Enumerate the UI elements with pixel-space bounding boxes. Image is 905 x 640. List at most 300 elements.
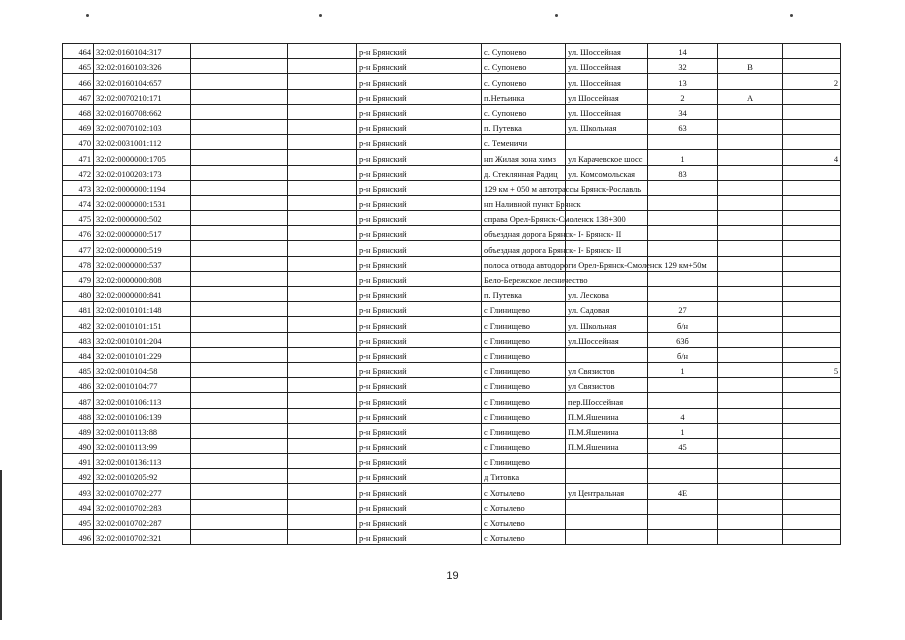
extra-number-cell bbox=[783, 195, 841, 210]
extra-number-cell: 2 bbox=[783, 74, 841, 89]
empty-cell bbox=[191, 89, 288, 104]
table-row bbox=[63, 393, 841, 408]
building-letter-cell bbox=[718, 438, 783, 453]
locality-cell: с Глинищево bbox=[482, 362, 566, 377]
extra-number-cell bbox=[783, 378, 841, 393]
locality-cell: с Глинищево bbox=[482, 332, 566, 347]
district-cell: р-н Брянский bbox=[357, 271, 482, 286]
building-letter-cell bbox=[718, 271, 783, 286]
district-cell: р-н Брянский bbox=[357, 317, 482, 332]
empty-cell bbox=[191, 484, 288, 499]
house-number-cell bbox=[648, 271, 718, 286]
scan-dot bbox=[790, 14, 793, 17]
extra-number-cell bbox=[783, 59, 841, 74]
table-row bbox=[63, 104, 841, 119]
locality-cell: с Хотылево bbox=[482, 514, 566, 529]
empty-cell bbox=[288, 423, 357, 438]
row-number: 496 bbox=[63, 530, 94, 545]
district-cell: р-н Брянский bbox=[357, 362, 482, 377]
empty-cell bbox=[191, 59, 288, 74]
table-row bbox=[63, 454, 841, 469]
street-cell: ул. Школьная bbox=[566, 119, 648, 134]
table-row bbox=[63, 44, 841, 59]
table-row bbox=[63, 423, 841, 438]
empty-cell bbox=[191, 499, 288, 514]
empty-cell bbox=[191, 271, 288, 286]
cadastral-number: 32:02:0010702:277 bbox=[94, 484, 191, 499]
building-letter-cell bbox=[718, 378, 783, 393]
building-letter-cell bbox=[718, 135, 783, 150]
empty-cell bbox=[288, 378, 357, 393]
extra-number-cell bbox=[783, 271, 841, 286]
district-cell: р-н Брянский bbox=[357, 438, 482, 453]
house-number-cell: 4Е bbox=[648, 484, 718, 499]
row-number: 471 bbox=[63, 150, 94, 165]
locality-cell: с Хотылево bbox=[482, 530, 566, 545]
row-number: 469 bbox=[63, 119, 94, 134]
locality-cell: объездная дорога Брянск- I- Брянск- II bbox=[482, 226, 566, 241]
empty-cell bbox=[288, 74, 357, 89]
district-cell: р-н Брянский bbox=[357, 104, 482, 119]
house-number-cell bbox=[648, 211, 718, 226]
scan-dot bbox=[319, 14, 322, 17]
cadastral-number: 32:02:0000000:841 bbox=[94, 287, 191, 302]
empty-cell bbox=[288, 302, 357, 317]
house-number-cell: 32 bbox=[648, 59, 718, 74]
cadastral-number: 32:02:0010101:151 bbox=[94, 317, 191, 332]
extra-number-cell bbox=[783, 256, 841, 271]
cadastral-number: 32:02:0031001:112 bbox=[94, 135, 191, 150]
house-number-cell bbox=[648, 378, 718, 393]
row-number: 490 bbox=[63, 438, 94, 453]
cadastral-number: 32:02:0070102:103 bbox=[94, 119, 191, 134]
building-letter-cell bbox=[718, 332, 783, 347]
street-cell bbox=[566, 469, 648, 484]
row-number: 467 bbox=[63, 89, 94, 104]
cadastral-number: 32:02:0070210:171 bbox=[94, 89, 191, 104]
empty-cell bbox=[191, 393, 288, 408]
extra-number-cell bbox=[783, 135, 841, 150]
empty-cell bbox=[288, 226, 357, 241]
empty-cell bbox=[191, 195, 288, 210]
empty-cell bbox=[288, 317, 357, 332]
district-cell: р-н Брянский bbox=[357, 241, 482, 256]
building-letter-cell bbox=[718, 484, 783, 499]
building-letter-cell bbox=[718, 393, 783, 408]
street-cell bbox=[566, 530, 648, 545]
table-row bbox=[63, 165, 841, 180]
cadastral-number: 32:02:0000000:808 bbox=[94, 271, 191, 286]
district-cell: р-н Брянский bbox=[357, 408, 482, 423]
extra-number-cell bbox=[783, 469, 841, 484]
district-cell: р-н Брянский bbox=[357, 393, 482, 408]
cadastral-number: 32:02:0010104:77 bbox=[94, 378, 191, 393]
extra-number-cell bbox=[783, 165, 841, 180]
empty-cell bbox=[288, 211, 357, 226]
empty-cell bbox=[191, 469, 288, 484]
empty-cell bbox=[191, 423, 288, 438]
table-row bbox=[63, 135, 841, 150]
building-letter-cell bbox=[718, 454, 783, 469]
table-row bbox=[63, 271, 841, 286]
street-cell: ул.Шоссейная bbox=[566, 332, 648, 347]
street-cell: ул. Шоссейная bbox=[566, 74, 648, 89]
cadastral-number: 32:02:0160104:657 bbox=[94, 74, 191, 89]
table-row bbox=[63, 378, 841, 393]
house-number-cell: 45 bbox=[648, 438, 718, 453]
street-cell: ул Связистов bbox=[566, 362, 648, 377]
cadastral-number: 32:02:0000000:502 bbox=[94, 211, 191, 226]
table-row bbox=[63, 287, 841, 302]
empty-cell bbox=[191, 408, 288, 423]
building-letter-cell bbox=[718, 317, 783, 332]
cadastral-number: 32:02:0010702:321 bbox=[94, 530, 191, 545]
empty-cell bbox=[288, 332, 357, 347]
cadastral-number: 32:02:0160708:662 bbox=[94, 104, 191, 119]
empty-cell bbox=[288, 393, 357, 408]
building-letter-cell bbox=[718, 195, 783, 210]
building-letter-cell bbox=[718, 302, 783, 317]
row-number: 495 bbox=[63, 514, 94, 529]
empty-cell bbox=[288, 499, 357, 514]
street-cell: ул. Школьная bbox=[566, 317, 648, 332]
table-row bbox=[63, 499, 841, 514]
cadastral-number: 32:02:0010106:113 bbox=[94, 393, 191, 408]
locality-cell: п. Путевка bbox=[482, 287, 566, 302]
empty-cell bbox=[191, 302, 288, 317]
house-number-cell bbox=[648, 226, 718, 241]
building-letter-cell bbox=[718, 74, 783, 89]
empty-cell bbox=[288, 287, 357, 302]
locality-cell: с Глинищево bbox=[482, 454, 566, 469]
empty-cell bbox=[191, 332, 288, 347]
empty-cell bbox=[191, 180, 288, 195]
empty-cell bbox=[191, 347, 288, 362]
district-cell: р-н Брянский bbox=[357, 211, 482, 226]
cadastral-number: 32:02:0160103:326 bbox=[94, 59, 191, 74]
row-number: 493 bbox=[63, 484, 94, 499]
district-cell: р-н Брянский bbox=[357, 180, 482, 195]
cadastral-number: 32:02:0000000:537 bbox=[94, 256, 191, 271]
row-number: 478 bbox=[63, 256, 94, 271]
empty-cell bbox=[191, 317, 288, 332]
registry-table bbox=[62, 43, 841, 545]
locality-cell: нп Наливной пункт Брянск bbox=[482, 195, 566, 210]
empty-cell bbox=[191, 165, 288, 180]
table-row bbox=[63, 119, 841, 134]
extra-number-cell bbox=[783, 287, 841, 302]
cadastral-number: 32:02:0010101:148 bbox=[94, 302, 191, 317]
row-number: 479 bbox=[63, 271, 94, 286]
building-letter-cell bbox=[718, 44, 783, 59]
empty-cell bbox=[191, 241, 288, 256]
locality-cell: с Глинищево bbox=[482, 438, 566, 453]
district-cell: р-н Брянский bbox=[357, 287, 482, 302]
empty-cell bbox=[288, 454, 357, 469]
row-number: 466 bbox=[63, 74, 94, 89]
row-number: 488 bbox=[63, 408, 94, 423]
scan-dot bbox=[86, 14, 89, 17]
empty-cell bbox=[288, 89, 357, 104]
street-cell bbox=[566, 454, 648, 469]
table-row bbox=[63, 408, 841, 423]
house-number-cell: 63 bbox=[648, 119, 718, 134]
house-number-cell: 34 bbox=[648, 104, 718, 119]
extra-number-cell bbox=[783, 499, 841, 514]
empty-cell bbox=[288, 469, 357, 484]
extra-number-cell bbox=[783, 408, 841, 423]
district-cell: р-н Брянский bbox=[357, 484, 482, 499]
district-cell: р-н Брянский bbox=[357, 150, 482, 165]
building-letter-cell bbox=[718, 287, 783, 302]
table-row bbox=[63, 347, 841, 362]
cadastral-number: 32:02:0000000:1531 bbox=[94, 195, 191, 210]
empty-cell bbox=[191, 211, 288, 226]
page-number: 19 bbox=[446, 570, 459, 582]
street-cell bbox=[566, 499, 648, 514]
row-number: 487 bbox=[63, 393, 94, 408]
row-number: 484 bbox=[63, 347, 94, 362]
building-letter-cell: В bbox=[718, 59, 783, 74]
street-cell: ул Шоссейная bbox=[566, 89, 648, 104]
street-cell: ул Связистов bbox=[566, 378, 648, 393]
street-cell: ул. Шоссейная bbox=[566, 104, 648, 119]
cadastral-number: 32:02:0160104:317 bbox=[94, 44, 191, 59]
house-number-cell bbox=[648, 514, 718, 529]
house-number-cell bbox=[648, 469, 718, 484]
table-row bbox=[63, 302, 841, 317]
locality-cell: с. Супонево bbox=[482, 74, 566, 89]
locality-cell: с Глинищево bbox=[482, 317, 566, 332]
empty-cell bbox=[191, 378, 288, 393]
empty-cell bbox=[288, 438, 357, 453]
cadastral-number: 32:02:0000000:519 bbox=[94, 241, 191, 256]
district-cell: р-н Брянский bbox=[357, 195, 482, 210]
empty-cell bbox=[191, 530, 288, 545]
house-number-cell bbox=[648, 393, 718, 408]
table-row bbox=[63, 74, 841, 89]
district-cell: р-н Брянский bbox=[357, 469, 482, 484]
row-number: 464 bbox=[63, 44, 94, 59]
street-cell bbox=[566, 514, 648, 529]
house-number-cell bbox=[648, 287, 718, 302]
street-cell: пер.Шоссейная bbox=[566, 393, 648, 408]
house-number-cell: 4 bbox=[648, 408, 718, 423]
row-number: 468 bbox=[63, 104, 94, 119]
locality-cell: с Глинищево bbox=[482, 408, 566, 423]
table-row bbox=[63, 317, 841, 332]
locality-cell: с. Супонево bbox=[482, 104, 566, 119]
house-number-cell bbox=[648, 241, 718, 256]
district-cell: р-н Брянский bbox=[357, 44, 482, 59]
empty-cell bbox=[288, 514, 357, 529]
building-letter-cell bbox=[718, 408, 783, 423]
row-number: 480 bbox=[63, 287, 94, 302]
locality-cell: с Глинищево bbox=[482, 378, 566, 393]
cadastral-number: 32:02:0010106:139 bbox=[94, 408, 191, 423]
table-row bbox=[63, 241, 841, 256]
extra-number-cell: 4 bbox=[783, 150, 841, 165]
empty-cell bbox=[288, 119, 357, 134]
district-cell: р-н Брянский bbox=[357, 530, 482, 545]
extra-number-cell bbox=[783, 423, 841, 438]
building-letter-cell: А bbox=[718, 89, 783, 104]
table-row bbox=[63, 226, 841, 241]
locality-cell: с. Супонево bbox=[482, 59, 566, 74]
locality-cell: с Глинищево bbox=[482, 347, 566, 362]
locality-cell: Бело-Бережское лесничество bbox=[482, 271, 566, 286]
extra-number-cell bbox=[783, 317, 841, 332]
house-number-cell bbox=[648, 530, 718, 545]
house-number-cell bbox=[648, 135, 718, 150]
locality-cell: с Хотылево bbox=[482, 499, 566, 514]
building-letter-cell bbox=[718, 347, 783, 362]
building-letter-cell bbox=[718, 469, 783, 484]
row-number: 491 bbox=[63, 454, 94, 469]
row-number: 476 bbox=[63, 226, 94, 241]
empty-cell bbox=[288, 530, 357, 545]
extra-number-cell bbox=[783, 226, 841, 241]
extra-number-cell: 5 bbox=[783, 362, 841, 377]
cadastral-number: 32:02:0010136:113 bbox=[94, 454, 191, 469]
empty-cell bbox=[191, 438, 288, 453]
row-number: 475 bbox=[63, 211, 94, 226]
district-cell: р-н Брянский bbox=[357, 499, 482, 514]
district-cell: р-н Брянский bbox=[357, 378, 482, 393]
row-number: 481 bbox=[63, 302, 94, 317]
extra-number-cell bbox=[783, 514, 841, 529]
cadastral-number: 32:02:0010101:204 bbox=[94, 332, 191, 347]
cadastral-number: 32:02:0000000:1194 bbox=[94, 180, 191, 195]
building-letter-cell bbox=[718, 256, 783, 271]
house-number-cell bbox=[648, 454, 718, 469]
district-cell: р-н Брянский bbox=[357, 454, 482, 469]
empty-cell bbox=[288, 271, 357, 286]
extra-number-cell bbox=[783, 211, 841, 226]
cadastral-number: 32:02:0010113:99 bbox=[94, 438, 191, 453]
table-row bbox=[63, 180, 841, 195]
locality-cell: с Глинищево bbox=[482, 393, 566, 408]
locality-cell: с. Теменичи bbox=[482, 135, 566, 150]
cadastral-number: 32:02:0010205:92 bbox=[94, 469, 191, 484]
table-row bbox=[63, 59, 841, 74]
house-number-cell: 83 bbox=[648, 165, 718, 180]
street-cell: ул. Шоссейная bbox=[566, 44, 648, 59]
building-letter-cell bbox=[718, 165, 783, 180]
house-number-cell: 1 bbox=[648, 423, 718, 438]
house-number-cell: 2 bbox=[648, 89, 718, 104]
empty-cell bbox=[191, 104, 288, 119]
extra-number-cell bbox=[783, 241, 841, 256]
house-number-cell: 1 bbox=[648, 362, 718, 377]
cadastral-number: 32:02:0010702:283 bbox=[94, 499, 191, 514]
extra-number-cell bbox=[783, 530, 841, 545]
street-cell bbox=[566, 135, 648, 150]
street-cell: ул Карачевское шосс bbox=[566, 150, 648, 165]
empty-cell bbox=[191, 454, 288, 469]
district-cell: р-н Брянский bbox=[357, 165, 482, 180]
cadastral-number: 32:02:0000000:1705 bbox=[94, 150, 191, 165]
empty-cell bbox=[191, 150, 288, 165]
table-row bbox=[63, 484, 841, 499]
street-cell: П.М.Яшенина bbox=[566, 408, 648, 423]
extra-number-cell bbox=[783, 347, 841, 362]
empty-cell bbox=[191, 226, 288, 241]
table-row bbox=[63, 530, 841, 545]
locality-cell: полоса отвода автодороги Орел-Брянск-Смоленск 129 км+50м bbox=[482, 256, 566, 271]
empty-cell bbox=[288, 180, 357, 195]
extra-number-cell bbox=[783, 332, 841, 347]
district-cell: р-н Брянский bbox=[357, 347, 482, 362]
street-cell: ул. Лескова bbox=[566, 287, 648, 302]
building-letter-cell bbox=[718, 514, 783, 529]
table-row bbox=[63, 438, 841, 453]
empty-cell bbox=[288, 150, 357, 165]
row-number: 477 bbox=[63, 241, 94, 256]
page-edge-rule bbox=[0, 470, 2, 620]
district-cell: р-н Брянский bbox=[357, 74, 482, 89]
district-cell: р-н Брянский bbox=[357, 332, 482, 347]
extra-number-cell bbox=[783, 438, 841, 453]
locality-cell: п.Нетьинка bbox=[482, 89, 566, 104]
building-letter-cell bbox=[718, 499, 783, 514]
table-row bbox=[63, 362, 841, 377]
building-letter-cell bbox=[718, 530, 783, 545]
row-number: 486 bbox=[63, 378, 94, 393]
locality-cell: с Хотылево bbox=[482, 484, 566, 499]
locality-cell: объездная дорога Брянск- I- Брянск- II bbox=[482, 241, 566, 256]
street-cell bbox=[566, 347, 648, 362]
district-cell: р-н Брянский bbox=[357, 89, 482, 104]
district-cell: р-н Брянский bbox=[357, 119, 482, 134]
extra-number-cell bbox=[783, 393, 841, 408]
house-number-cell: 1 bbox=[648, 150, 718, 165]
locality-cell: п. Путевка bbox=[482, 119, 566, 134]
building-letter-cell bbox=[718, 241, 783, 256]
building-letter-cell bbox=[718, 226, 783, 241]
row-number: 489 bbox=[63, 423, 94, 438]
row-number: 483 bbox=[63, 332, 94, 347]
street-cell: ул. Садовая bbox=[566, 302, 648, 317]
empty-cell bbox=[288, 362, 357, 377]
table-row bbox=[63, 256, 841, 271]
extra-number-cell bbox=[783, 180, 841, 195]
registry-rows bbox=[63, 44, 841, 545]
house-number-cell: 13 bbox=[648, 74, 718, 89]
empty-cell bbox=[191, 135, 288, 150]
house-number-cell: 14 bbox=[648, 44, 718, 59]
building-letter-cell bbox=[718, 180, 783, 195]
locality-cell: с Глинищево bbox=[482, 423, 566, 438]
building-letter-cell bbox=[718, 362, 783, 377]
house-number-cell: 27 bbox=[648, 302, 718, 317]
empty-cell bbox=[288, 241, 357, 256]
street-cell: П.М.Яшенина bbox=[566, 438, 648, 453]
cadastral-number: 32:02:0010702:287 bbox=[94, 514, 191, 529]
building-letter-cell bbox=[718, 119, 783, 134]
cadastral-number: 32:02:0010101:229 bbox=[94, 347, 191, 362]
street-cell: ул. Шоссейная bbox=[566, 59, 648, 74]
house-number-cell bbox=[648, 499, 718, 514]
empty-cell bbox=[288, 165, 357, 180]
empty-cell bbox=[288, 135, 357, 150]
cadastral-number: 32:02:0000000:517 bbox=[94, 226, 191, 241]
locality-cell: 129 км + 050 м автотрассы Брянск-Рославль bbox=[482, 180, 566, 195]
district-cell: р-н Брянский bbox=[357, 226, 482, 241]
district-cell: р-н Брянский bbox=[357, 302, 482, 317]
district-cell: р-н Брянский bbox=[357, 256, 482, 271]
cadastral-number: 32:02:0100203:173 bbox=[94, 165, 191, 180]
